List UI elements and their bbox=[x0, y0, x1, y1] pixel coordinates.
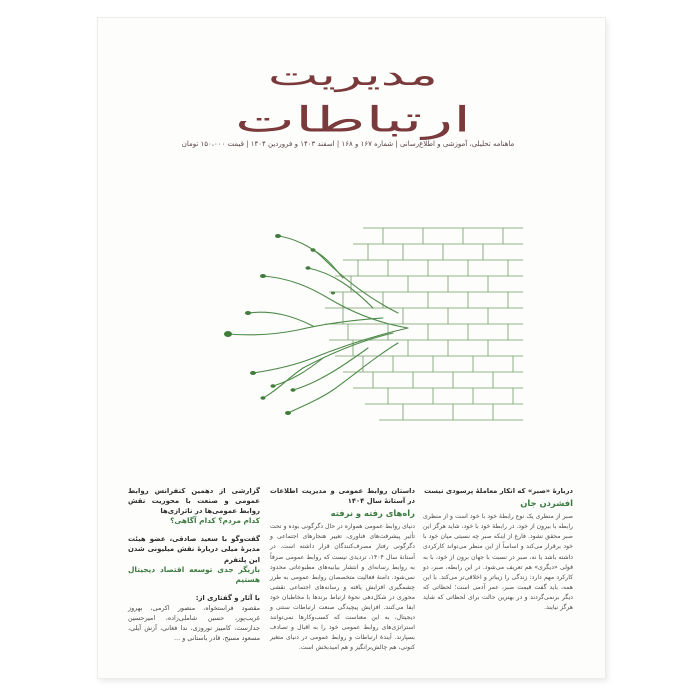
article-right-column bbox=[423, 486, 573, 613]
article-body: صبر از منظری یک نوع رابطهٔ خود با خود است و از منظری رابطه با بیرون از خود. در رابطهٔ خود با خود، شاید هرگز این صبر محقق نشود. فارغ از اینکه صبر چه نسبتی میان خود با خود برقرار می‌کند و اساساً از این منظر می‌تواند کارکردی داشته باشد یا نه، صبر در نسبت با جهان برون از خود، با به قولی «دیگری» هم تعریف می‌شود. در این رابطه، صبر، دو کارکرد مهم دارد: زندگی را زیباتر و اخلاقی‌تر می‌کند. با این همه، باید گفت قیمت صبر، عمر آدمی است؛ لحظاتی که دیگر برنمی‌گردند و در بهترین حالت برای لحظاتی که شاید هرگز نیایند. bbox=[423, 513, 573, 612]
article-body: دنیای روابط عمومی همواره در حال دگرگونی بوده و تحت تأثیر پیشرفت‌های فناوری، تغییر هنجارهای اجتماعی و دگرگونی رفتار مصرف‌کنندگان قرار داشته است. در آستانهٔ سال ۱۴۰۴، تردیدی نیست که روابط عمومی صرفاً به روابط رسانه‌ای و انتشار بیانیه‌های مطبوعاتی محدود نمی‌شود. دامنهٔ فعالیت متخصصان روابط عمومی به طرز چشمگیری افزایش یافته و رسانه‌های اجتماعی نقشی محوری در شکل‌دهی نحوهٔ ارتباط برندها با مخاطبان خود ایفا می‌کنند. افزایش پیچیدگی صنعت ارتباطات سنتی و دیجیتال، به این معناست که کسب‌وکارها نمی‌توانند استراتژی‌های روابط عمومی خود را به اقبال و تصادف بسپارند. آیندهٔ ارتباطات و روابط عمومی در دنیای متغیر کنونی، هم چالش‌برانگیز و هم امیدبخش است. bbox=[270, 523, 415, 652]
item-headline: بازیگر جدی توسعه اقتصاد دیجیتال هستیم bbox=[128, 564, 260, 584]
article-kicker: داستان روابط عمومی و مدیریت اطلاعات در آستانهٔ سال ۱۴۰۴ bbox=[270, 487, 415, 506]
cover-item-contributors bbox=[128, 593, 260, 643]
article-headline: افشردن جان bbox=[520, 498, 573, 509]
article-kicker: دربارهٔ «صبر» که انکار معاملهٔ پرسودی نیست bbox=[424, 487, 573, 495]
item-kicker: گزارشی از دهمین کنفرانس روابط عمومی و صنعت با محوریت نقش روابط عمومی‌ها در ناترازی‌ها bbox=[128, 487, 260, 516]
item-kicker: گفت‌وگو با سعید صادقی، عضو هیئت مدیرهٔ میلی دربارهٔ نقش میلیونی شدن این پلتفرم bbox=[128, 535, 260, 564]
cover-item-interview bbox=[128, 534, 260, 584]
cover-item-conference bbox=[128, 486, 260, 526]
article-middle-column bbox=[270, 486, 415, 654]
article-headline: راه‌های رفته و نرفته bbox=[330, 508, 415, 519]
magazine-cover bbox=[98, 18, 605, 678]
issue-info: ماهنامه تحلیلی، آموزشی و اطلاع‌رسانی | شماره ۱۶۷ و ۱۶۸ | اسفند ۱۴۰۳ و فروردین ۱۴۰۴ | قیمت ۱۵۰،۰۰۰ تومان bbox=[181, 140, 515, 148]
masthead-title-line2: ارتباطات bbox=[235, 99, 471, 141]
author-list: مقصود فراستخواه، منصور اکرمی، بهروز غریب‌پور، حسین شاملی‌زاده، امیرحسین جدارست، کامبیز نوروزی، ندا فغانی، آرش آیلی، مسعود مسیح، قادر باستانی و ... bbox=[128, 603, 260, 643]
brick-wall bbox=[325, 228, 523, 420]
masthead-logo bbox=[138, 46, 568, 150]
tree-brick-wall-illustration bbox=[193, 218, 523, 428]
tree-roots-branches bbox=[228, 236, 408, 413]
item-headline: با آثار و گفتاری از: bbox=[195, 593, 260, 602]
item-headline: کدام مردم؟ کدام آگاهی؟ bbox=[170, 516, 260, 526]
tree-leaves bbox=[224, 234, 335, 415]
article-left-column bbox=[128, 486, 260, 651]
masthead-title-line1: مدیریت bbox=[267, 57, 439, 93]
